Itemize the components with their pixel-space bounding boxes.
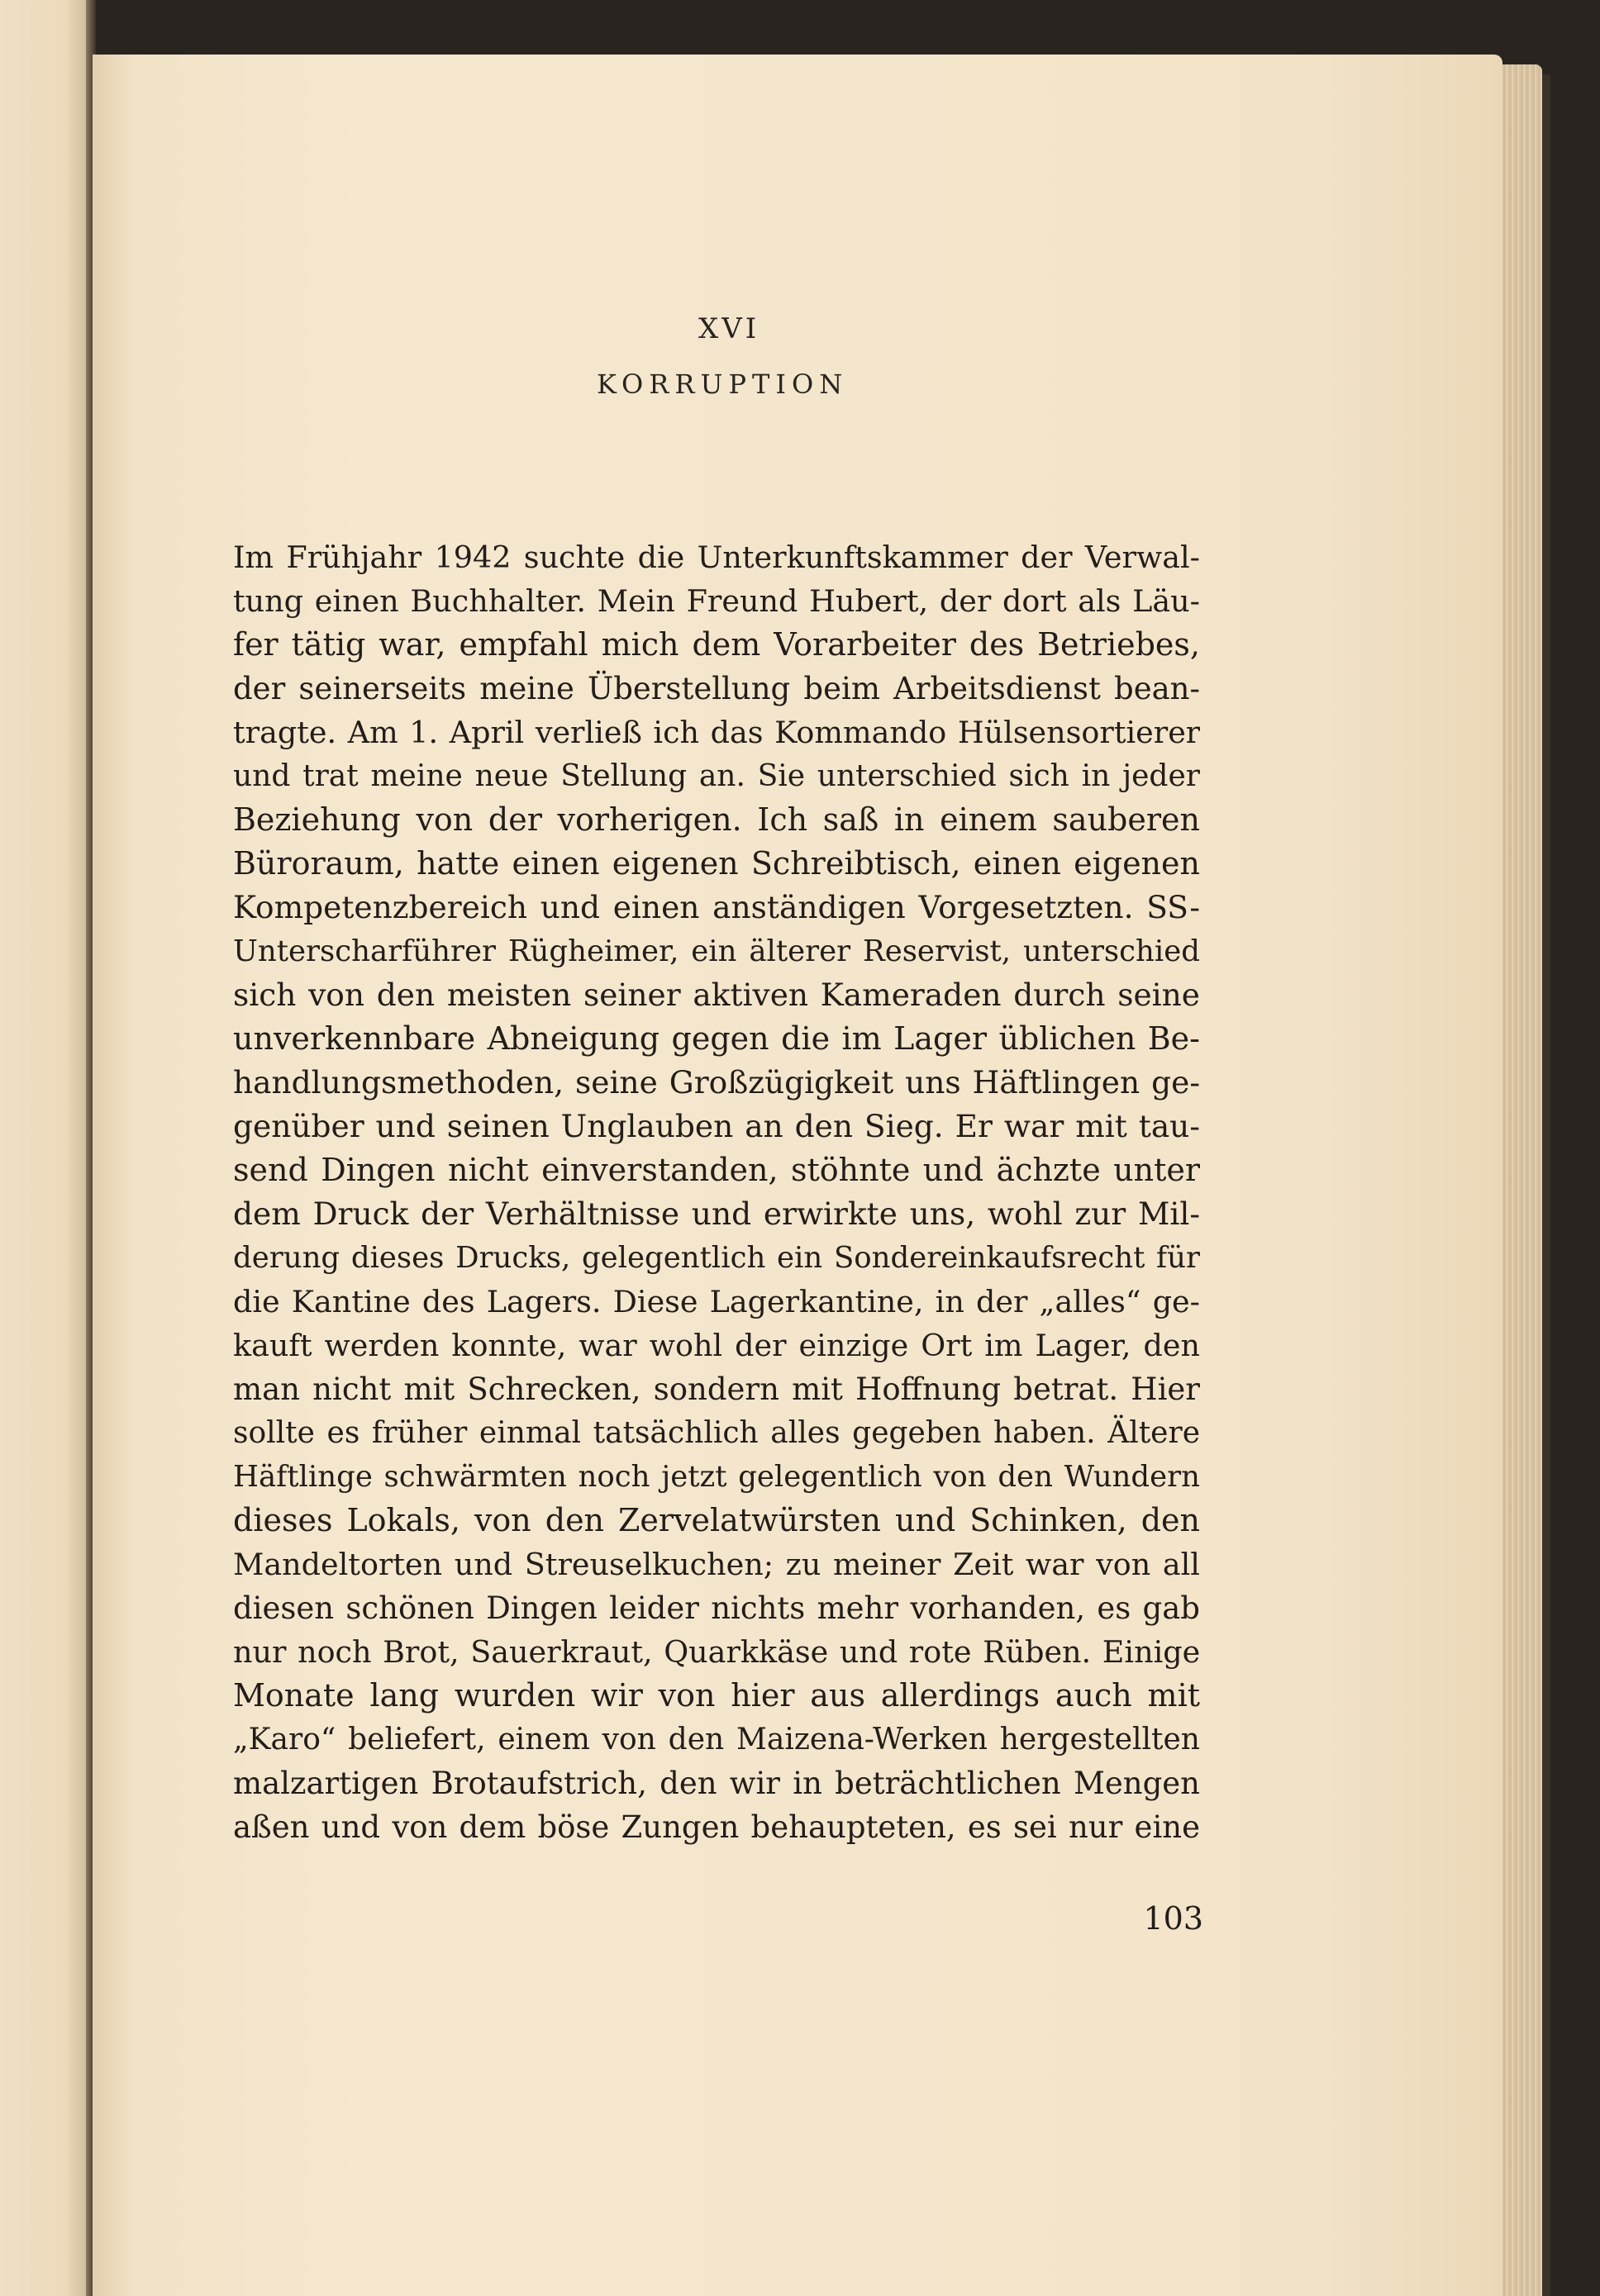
text-line: Häftlinge schwärmten noch jetzt gelegentlich von den Wundern: [233, 1460, 1200, 1494]
text-line: tung einen Buchhalter. Mein Freund Hubert, der dort als Läu-: [233, 583, 1200, 619]
text-line: Im Frühjahr 1942 suchte die Unterkunftskammer der Verwal-: [233, 540, 1200, 575]
text-line: Kompetenzbereich und einen anständigen Vorgesetzten. SS-: [233, 889, 1200, 925]
page-stack-shadow: [1542, 74, 1550, 2296]
text-line: dieses Lokals, von den Zervelatwürsten und Schinken, den: [233, 1502, 1200, 1538]
chapter-title: KORRUPTION: [597, 368, 849, 400]
text-line: kauft werden konnte, war wohl der einzige Ort im Lager, den: [233, 1328, 1200, 1363]
text-line: genüber und seinen Unglauben an den Sieg. Er war mit tau-: [233, 1108, 1200, 1144]
text-line: diesen schönen Dingen leider nichts mehr vorhanden, es gab: [233, 1590, 1200, 1626]
text-line: „Karo“ beliefert, einem von den Maizena-Werken hergestellten: [233, 1723, 1200, 1756]
text-line: Büroraum, hatte einen eigenen Schreibtisch, einen eigenen: [233, 845, 1200, 882]
text-line: send Dingen nicht einverstanden, stöhnte und ächzte unter: [233, 1152, 1200, 1188]
text-line: man nicht mit Schrecken, sondern mit Hoffnung betrat. Hier: [233, 1371, 1200, 1407]
text-line: tragte. Am 1. April verließ ich das Kommando Hülsensortierer: [233, 715, 1200, 750]
text-line: handlungsmethoden, seine Großzügigkeit uns Häftlingen ge-: [233, 1064, 1200, 1100]
text-line: unverkennbare Abneigung gegen die im Lager üblichen Be-: [233, 1020, 1200, 1057]
text-line: sollte es früher einmal tatsächlich alles gegeben haben. Ältere: [233, 1416, 1200, 1450]
text-line: Unterscharführer Rügheimer, ein älterer Reservist, unterschied: [233, 934, 1200, 968]
text-line: derung dieses Drucks, gelegentlich ein Sondereinkaufsrecht für: [233, 1241, 1200, 1275]
text-line: der seinerseits meine Überstellung beim Arbeitsdienst bean-: [233, 671, 1200, 706]
text-line: aßen und von dem böse Zungen behaupteten, es sei nur eine: [233, 1809, 1200, 1845]
text-line: die Kantine des Lagers. Diese Lagerkantine, in der „alles“ ge-: [233, 1284, 1200, 1319]
body-paragraph: [233, 535, 1200, 1849]
text-line: nur noch Brot, Sauerkraut, Quarkkäse und rote Rüben. Einige: [233, 1634, 1200, 1670]
text-line: sich von den meisten seiner aktiven Kameraden durch seine: [233, 977, 1200, 1013]
page-number: 103: [1143, 1900, 1203, 1937]
text-line: malzartigen Brotaufstrich, den wir in beträchtlichen Mengen: [233, 1766, 1200, 1801]
text-line: und trat meine neue Stellung an. Sie unterschied sich in jeder: [233, 759, 1200, 793]
text-line: fer tätig war, empfahl mich dem Vorarbeiter des Betriebes,: [233, 626, 1200, 663]
text-line: Beziehung von der vorherigen. Ich saß in einem sauberen: [233, 801, 1200, 838]
text-line: dem Druck der Verhältnisse und erwirkte uns, wohl zur Mil-: [233, 1196, 1200, 1232]
chapter-number: XVI: [698, 312, 760, 345]
text-line: Mandeltorten und Streuselkuchen; zu meiner Zeit war von all: [233, 1547, 1200, 1582]
text-line: Monate lang wurden wir von hier aus allerdings auch mit: [233, 1677, 1200, 1714]
